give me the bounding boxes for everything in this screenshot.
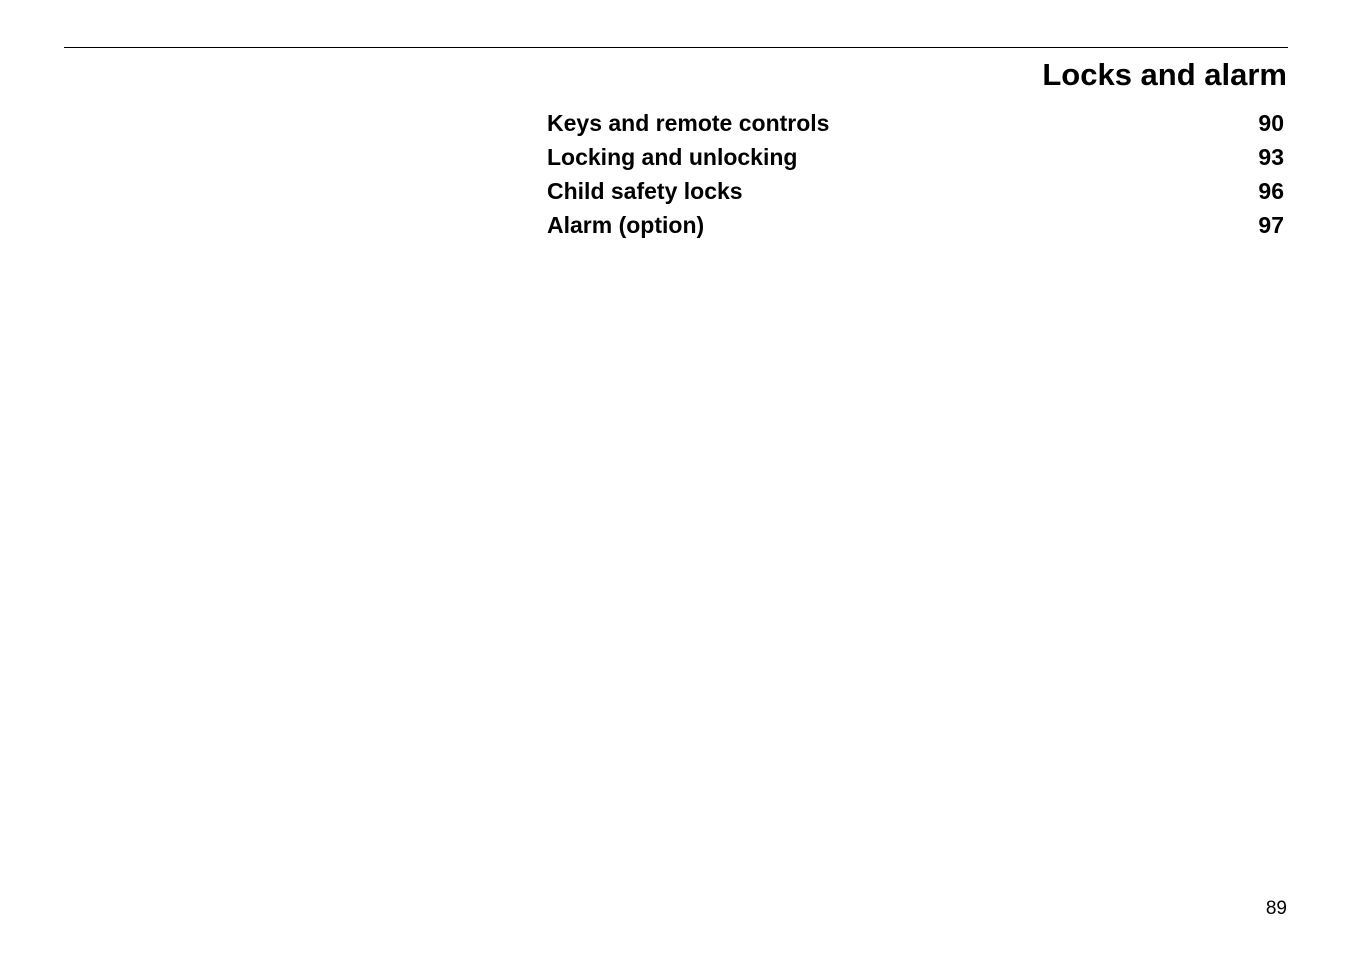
toc-entry-locking-and-unlocking[interactable] <box>547 140 1284 174</box>
page-number: 89 <box>1265 898 1287 919</box>
toc-entry-alarm-option[interactable] <box>547 208 1284 242</box>
table-of-contents <box>547 106 1284 242</box>
chapter-title: Locks and alarm <box>1042 57 1287 92</box>
toc-entry-page: 93 <box>1258 144 1284 170</box>
toc-entry-title: Alarm (option) <box>547 212 705 238</box>
toc-entry-page: 90 <box>1258 110 1284 136</box>
toc-entry-title: Child safety locks <box>547 178 743 204</box>
toc-entry-keys-and-remote-controls[interactable] <box>547 106 1284 140</box>
toc-entry-page: 96 <box>1258 178 1284 204</box>
toc-entry-page: 97 <box>1258 212 1284 238</box>
toc-entry-title: Keys and remote controls <box>547 110 830 136</box>
toc-entry-title: Locking and unlocking <box>547 144 798 170</box>
toc-entry-child-safety-locks[interactable] <box>547 174 1284 208</box>
header-rule <box>64 47 1288 48</box>
